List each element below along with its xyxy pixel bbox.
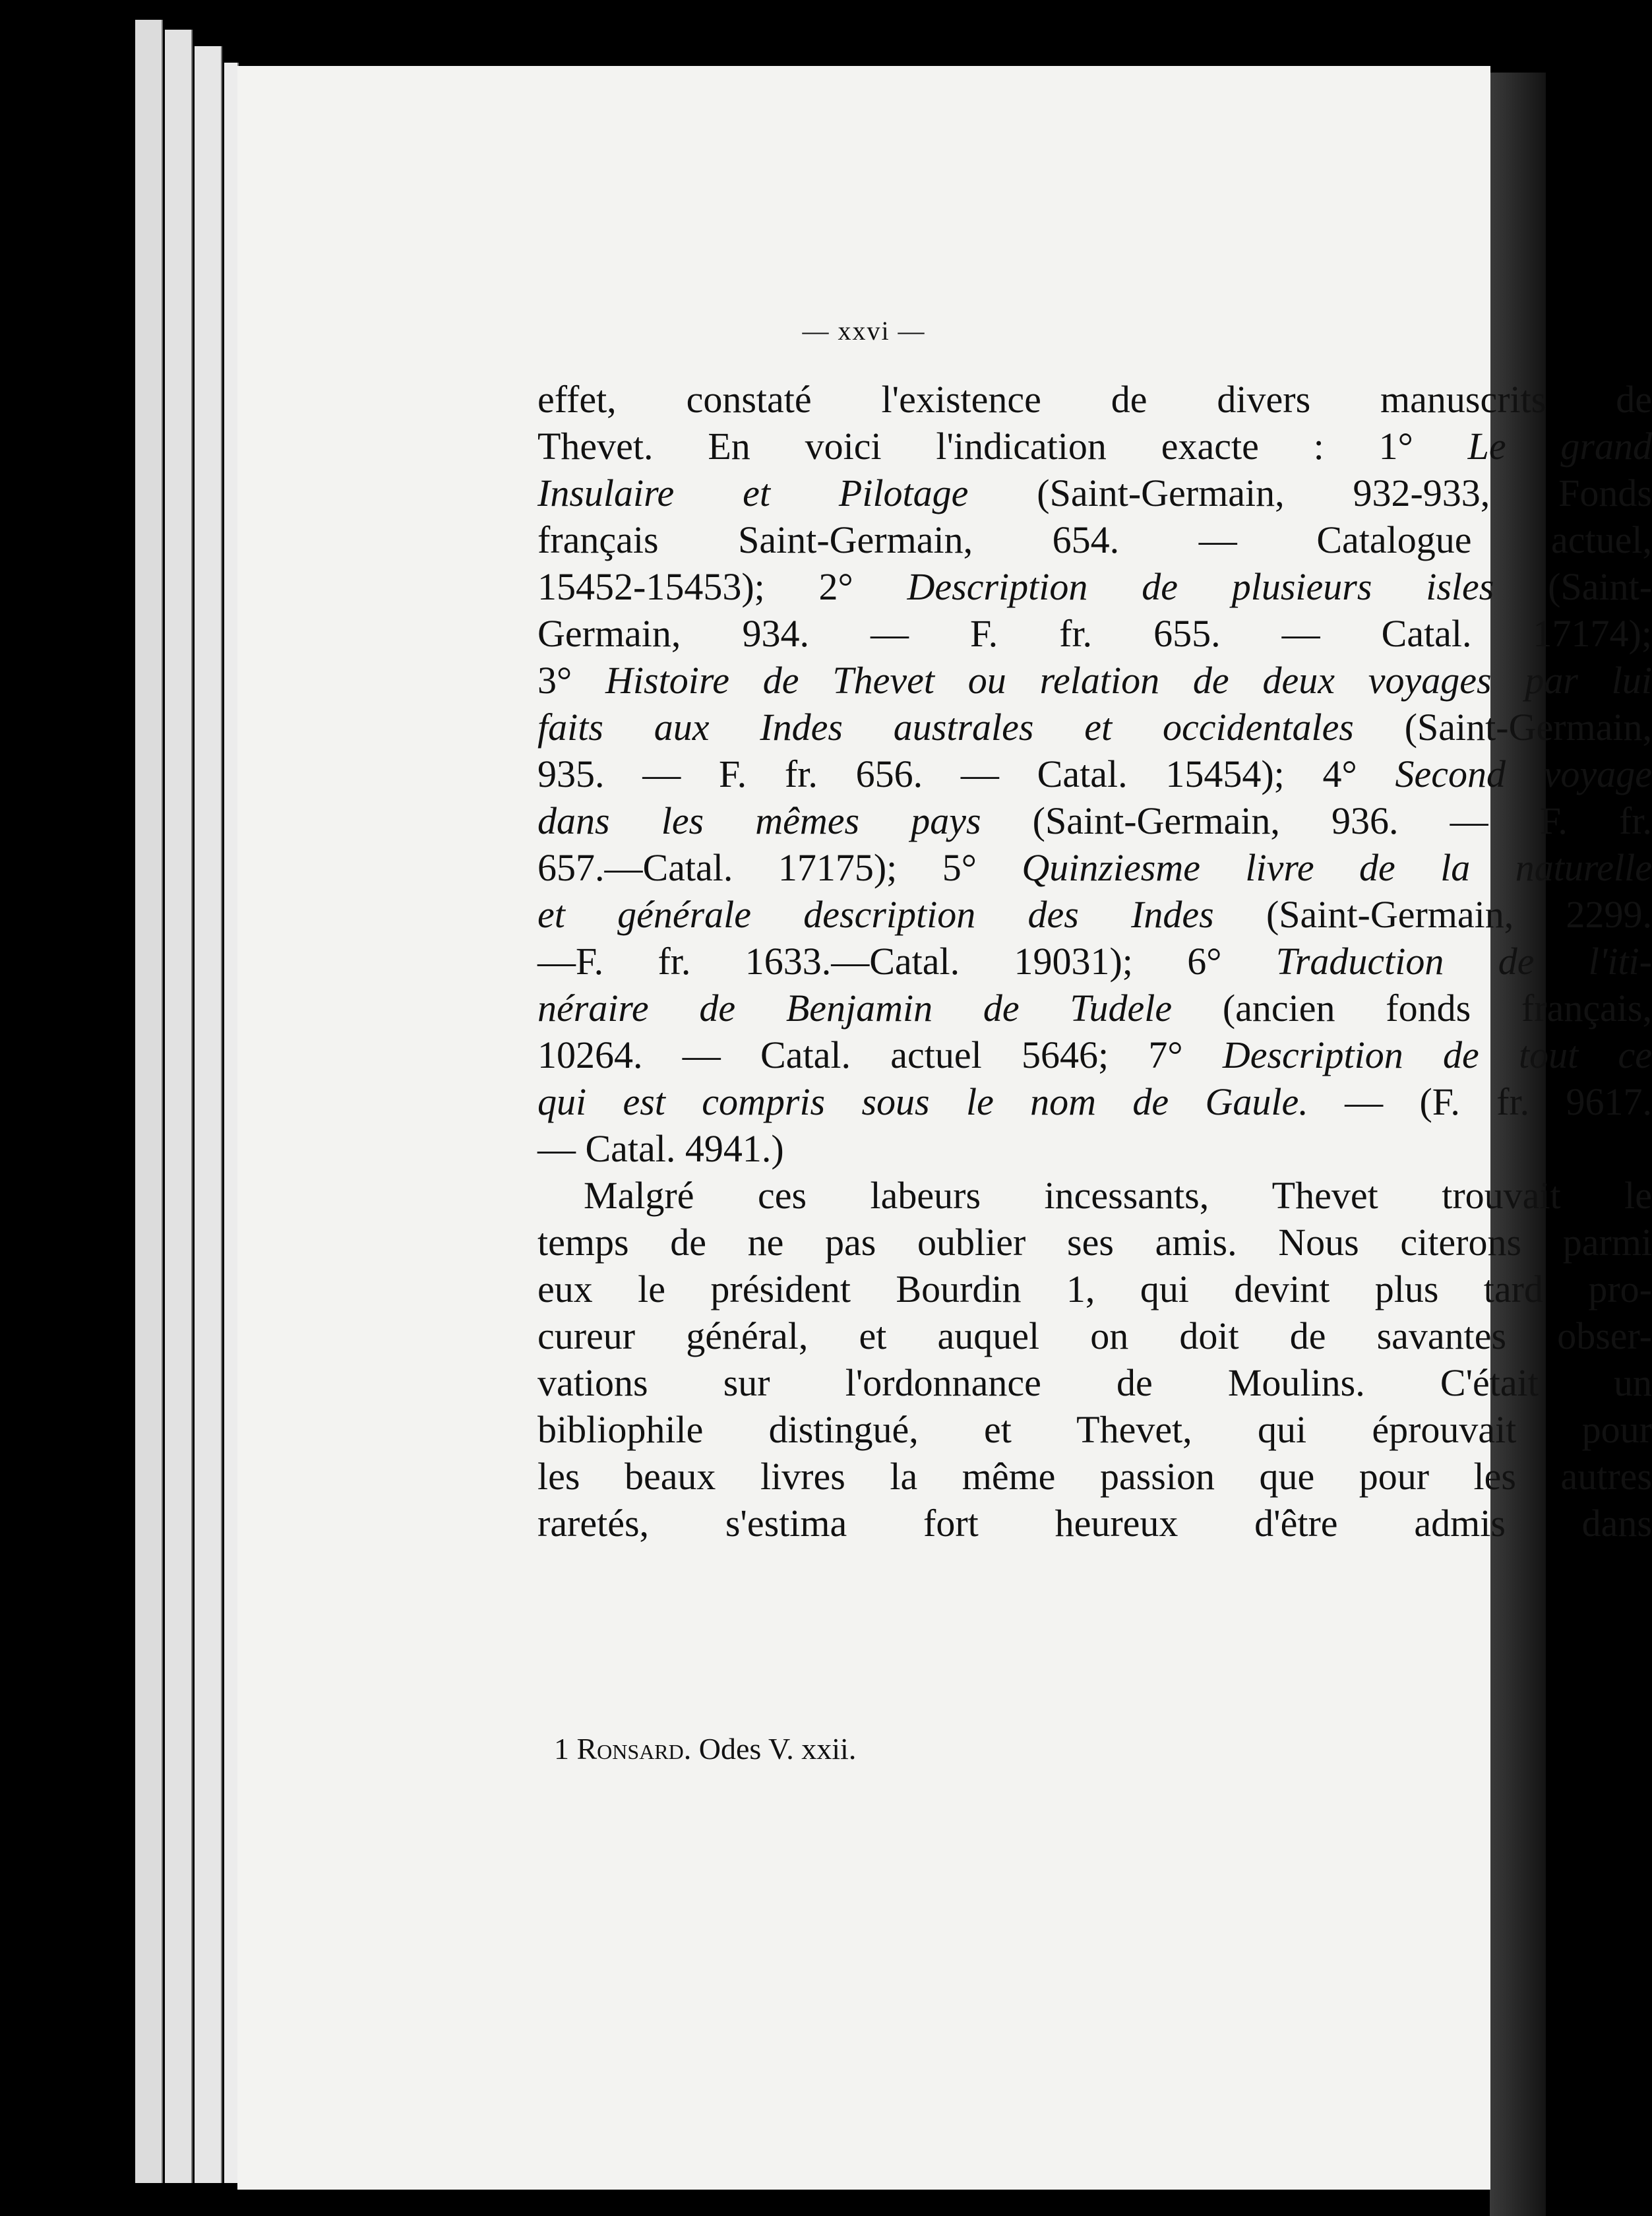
italic-title: néraire de Benjamin de Tudele [537, 987, 1173, 1030]
italic-title: qui est compris sous le nom de Gaule. [537, 1080, 1308, 1123]
text-run: Germain, 934. — F. fr. 655. — Catal. 17174); [537, 612, 1652, 655]
text-run: 3° [537, 659, 606, 702]
body-text [537, 376, 1652, 1547]
text-line [537, 797, 1652, 844]
text-line [537, 1359, 1652, 1406]
text-run: raretés, s'estima fort heureux d'être admis dans [537, 1502, 1652, 1545]
text-line [537, 1453, 1652, 1500]
italic-title: Le grand [1467, 425, 1652, 468]
text-line [537, 1266, 1652, 1312]
footnote-text: . Odes V. xxii. [683, 1732, 857, 1766]
text-run: effet, constaté l'existence de divers manuscrits de [537, 378, 1652, 421]
text-run: Thevet. En voici l'indication exacte : 1° [537, 425, 1468, 468]
text-run: — (F. fr. 9617. [1308, 1080, 1652, 1123]
text-run: eux le président Bourdin 1, qui devint plus tard pro- [537, 1268, 1652, 1310]
page-edge [224, 63, 239, 2183]
page-number: — xxvi — [802, 316, 926, 346]
text-line [537, 1312, 1652, 1359]
text-run: français Saint-Germain, 654. — Catalogue actuel, [537, 518, 1652, 561]
text-line [537, 938, 1652, 985]
book-page [237, 66, 1652, 2190]
text-line [537, 423, 1652, 470]
text-run: 657.—Catal. 17175); 5° [537, 846, 1022, 889]
text-run: 935. — F. fr. 656. — Catal. 15454); 4° [537, 753, 1395, 795]
text-line [537, 470, 1652, 516]
page-edge [135, 20, 163, 2183]
page-edge [195, 46, 222, 2183]
text-run: (ancien fonds français, [1172, 987, 1652, 1030]
text-line [537, 1078, 1652, 1125]
text-run: les beaux livres la même passion que pour les autres [537, 1455, 1652, 1498]
italic-title: dans les mêmes pays [537, 799, 981, 842]
text-line [537, 1219, 1652, 1266]
italic-title: Insulaire et Pilotage [537, 472, 969, 514]
text-line [537, 610, 1652, 657]
text-run: — Catal. 4941.) [537, 1127, 784, 1170]
text-run: —F. fr. 1633.—Catal. 19031); 6° [537, 940, 1276, 983]
text-line [537, 1031, 1652, 1078]
text-line [537, 1500, 1652, 1547]
italic-title: faits aux Indes australes et occidentales [537, 706, 1354, 749]
italic-title: Second voyage [1395, 753, 1652, 795]
text-run: (Saint-Germain, 936. — F. fr. [981, 799, 1652, 842]
text-line [537, 704, 1652, 751]
text-run: (Saint-Germain, 2299. [1213, 893, 1652, 936]
text-run: (Saint-Germain, [1353, 706, 1652, 749]
footnote [554, 1731, 856, 1766]
italic-title: Traduction de l'iti- [1275, 940, 1652, 983]
text-run: bibliophile distingué, et Thevet, qui éprouvait pour [537, 1408, 1652, 1451]
text-line [537, 657, 1652, 704]
text-run: 10264. — Catal. actuel 5646; 7° [537, 1033, 1223, 1076]
footnote-author: Ronsard [576, 1732, 684, 1766]
text-line [537, 376, 1652, 423]
text-run: 15452-15453); 2° [537, 565, 907, 608]
text-line [537, 891, 1652, 938]
text-run: Malgré ces labeurs incessants, Thevet trouvait le [584, 1174, 1652, 1217]
italic-title: Histoire de Thevet ou relation de deux voyages par lui [605, 659, 1652, 702]
text-run: (Saint- [1494, 565, 1652, 608]
text-line [537, 844, 1652, 891]
text-line [537, 563, 1652, 610]
text-line [537, 1125, 1652, 1172]
text-run: vations sur l'ordonnance de Moulins. C'était un [537, 1361, 1652, 1404]
footnote-number: 1 [554, 1732, 569, 1766]
text-run: cureur général, et auquel on doit de savantes obser- [537, 1314, 1652, 1357]
text-line [537, 985, 1652, 1031]
italic-title: Description de plusieurs isles [907, 565, 1494, 608]
page-edge [165, 30, 193, 2183]
text-line [537, 751, 1652, 797]
text-run: temps de ne pas oublier ses amis. Nous citerons parmi [537, 1221, 1652, 1264]
italic-title: Quinziesme livre de la naturelle [1022, 846, 1652, 889]
italic-title: Description de tout ce [1222, 1033, 1652, 1076]
text-line [537, 516, 1652, 563]
italic-title: et générale description des Indes [537, 893, 1214, 936]
text-run: (Saint-Germain, 932-933, Fonds [968, 472, 1652, 514]
text-line [537, 1172, 1652, 1219]
text-line [537, 1406, 1652, 1453]
